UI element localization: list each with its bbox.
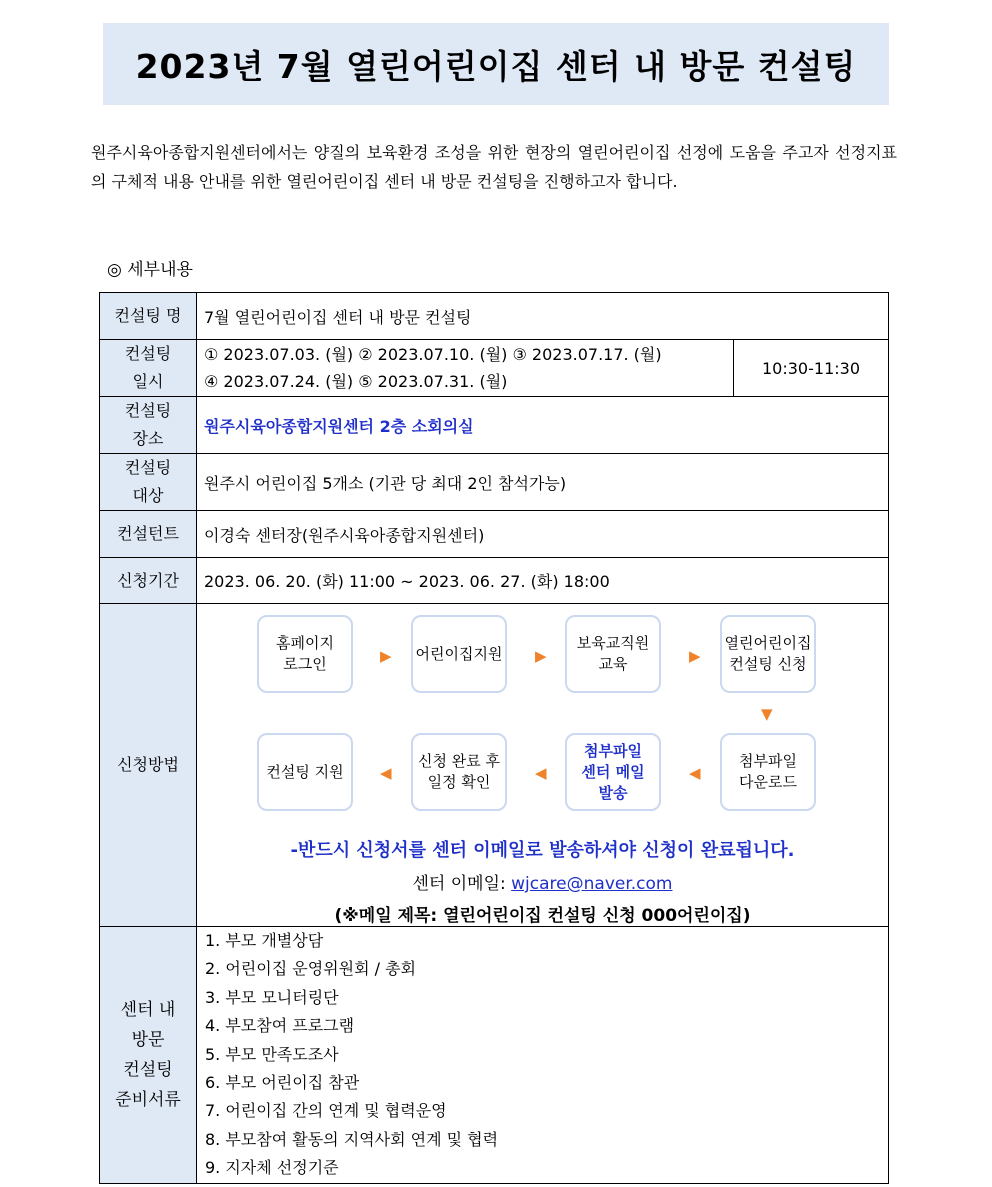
details-table — [99, 292, 889, 1184]
mandatory-note: -반드시 신청서를 센터 이메일로 발송하셔야 신청이 완료됩니다. — [290, 840, 795, 861]
flow-step-consulting-support: 컨설팅 지원 — [257, 733, 353, 811]
arrow-down-icon: ▼ — [761, 705, 773, 723]
mail-subject-note: (※메일 제목: 열린어린이집 컨설팅 신청 000어린이집) — [334, 906, 751, 926]
arrow-right-icon: ▶ — [380, 647, 392, 665]
target-label-line1: 컨설팅 — [124, 458, 172, 477]
consultant-label: 컨설턴트 — [100, 511, 197, 558]
place-label-line2: 장소 — [132, 429, 164, 448]
list-item: 3. 부모 모니터링단 — [205, 987, 339, 1007]
list-item: 4. 부모참여 프로그램 — [205, 1016, 355, 1036]
period-label: 신청기간 — [100, 558, 197, 604]
date-line-1: ① 2023.07.03. (월) ② 2023.07.10. (월) ③ 2023.07.17. (월) — [204, 345, 662, 364]
period-value: 2023. 06. 20. (화) 11:00 ~ 2023. 06. 27. (화) 18:00 — [197, 558, 889, 604]
time-value: 10:30-11:30 — [734, 340, 889, 397]
date-line-2: ④ 2023.07.24. (월) ⑤ 2023.07.31. (월) — [204, 372, 508, 391]
page-title: 2023년 7월 열린어린이집 센터 내 방문 컨설팅 — [135, 46, 857, 86]
list-item: 1. 부모 개별상담 — [205, 931, 324, 950]
list-item: 5. 부모 만족도조사 — [205, 1044, 339, 1064]
place-label — [100, 397, 197, 454]
row-place — [100, 397, 889, 454]
row-consultant — [100, 511, 889, 558]
place-value: 원주시육아종합지원센터 2층 소회의실 — [197, 397, 889, 454]
list-item: 8. 부모참여 활동의 지역사회 연계 및 협력 — [205, 1129, 499, 1149]
method-cell — [197, 604, 889, 927]
date-values — [197, 340, 734, 397]
place-label-line1: 컨설팅 — [124, 401, 172, 420]
flow-step-download-file: 첨부파일 다운로드 — [720, 733, 816, 811]
flow-step-send-email: 첨부파일 센터 메일 발송 — [565, 733, 661, 811]
flow-step-confirm-schedule: 신청 완료 후 일정 확인 — [411, 733, 507, 811]
docs-label: 센터 내 방문 컨설팅 준비서류 — [100, 927, 197, 1184]
application-flow — [197, 604, 888, 926]
method-label: 신청방법 — [100, 604, 197, 927]
docs-list — [197, 927, 889, 1184]
flow-step-daycare-support: 어린이집지원 — [411, 615, 507, 693]
target-label — [100, 454, 197, 511]
section-title: ◎ 세부내용 — [107, 260, 193, 280]
date-label-line2: 일시 — [132, 372, 164, 391]
row-period — [100, 558, 889, 604]
list-item: 2. 어린이집 운영위원회 / 총회 — [205, 959, 417, 979]
row-docs — [100, 927, 889, 1184]
date-label — [100, 340, 197, 397]
date-label-line1: 컨설팅 — [124, 344, 172, 363]
list-item: 6. 부모 어린이집 참관 — [205, 1073, 360, 1093]
arrow-left-icon: ◀ — [535, 764, 547, 782]
arrow-left-icon: ◀ — [689, 764, 701, 782]
arrow-left-icon: ◀ — [380, 764, 392, 782]
email-label: 센터 이메일: — [412, 874, 512, 894]
list-item: 9. 지자체 선정기준 — [205, 1158, 339, 1178]
list-item: 7. 어린이집 간의 연계 및 협력운영 — [205, 1101, 447, 1121]
row-target — [100, 454, 889, 511]
email-link[interactable]: wjcare@naver.com — [511, 874, 673, 894]
target-label-line2: 대상 — [132, 486, 164, 505]
row-method — [100, 604, 889, 927]
title-banner — [103, 23, 889, 105]
flow-step-homepage-login: 홈페이지 로그인 — [257, 615, 353, 693]
row-name — [100, 293, 889, 340]
flow-step-consulting-apply: 열린어린이집 컨설팅 신청 — [720, 615, 816, 693]
arrow-right-icon: ▶ — [535, 647, 547, 665]
name-label: 컨설팅 명 — [100, 293, 197, 340]
name-value: 7월 열린어린이집 센터 내 방문 컨설팅 — [197, 293, 889, 340]
row-date — [100, 340, 889, 397]
arrow-right-icon: ▶ — [689, 647, 701, 665]
target-value: 원주시 어린이집 5개소 (기관 당 최대 2인 참석가능) — [197, 454, 889, 511]
intro-paragraph: 원주시육아종합지원센터에서는 양질의 보육환경 조성을 위한 현장의 열린어린이집 선정에 도움을 주고자 선정지표의 구체적 내용 안내를 위한 열린어린이집 센터 내 방문 컨설팅을 진행하고자 합니다. — [91, 143, 897, 191]
consultant-value: 이경숙 센터장(원주시육아종합지원센터) — [197, 511, 889, 558]
email-line — [197, 869, 888, 894]
flow-step-staff-education: 보육교직원 교육 — [565, 615, 661, 693]
